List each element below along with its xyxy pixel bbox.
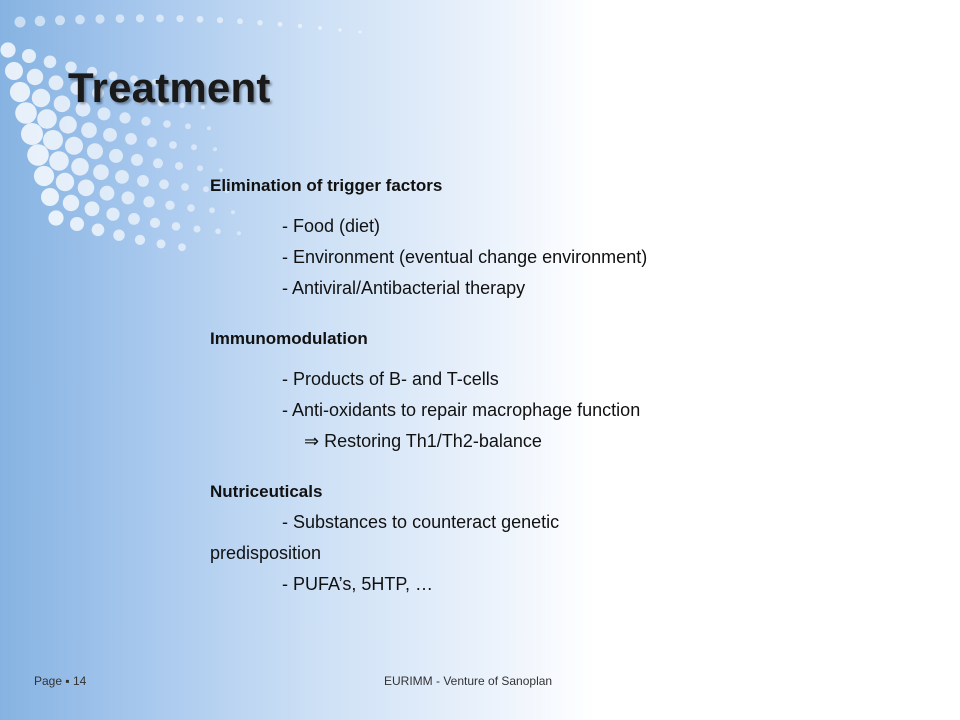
decorative-dot [85,201,100,216]
decorative-dot [768,333,779,344]
decorative-dot [789,436,799,446]
decorative-dot [34,166,54,186]
decorative-dot [59,116,77,134]
decorative-dot [35,16,46,27]
decorative-dot [931,236,945,250]
decorative-dot [890,230,903,243]
decorative-dot [298,24,302,28]
decorative-dot [895,452,909,466]
decorative-dot [176,15,183,22]
decorative-dot [113,230,124,241]
decorative-dot [882,301,899,318]
decorative-dot [187,204,195,212]
decorative-dot [78,180,95,197]
decorative-dot [37,109,57,129]
decorative-dot [21,123,43,145]
decorative-dot [207,126,211,130]
decorative-dot [147,137,157,147]
decorative-dot [800,363,813,376]
decorative-dot [163,120,171,128]
decorative-dot [172,222,181,231]
decorative-dot [125,133,137,145]
footer-text: EURIMM - Venture of Sanoplan [384,674,553,688]
decorative-dot [777,286,788,297]
decorative-dot [851,272,865,286]
list-item: - Environment (eventual change environment) [282,247,648,267]
decorative-dot [359,31,362,34]
decorative-dot [55,15,65,25]
decorative-dot [116,14,125,23]
list-subitem: ⇒ Restoring Th1/Th2-balance [304,431,542,451]
decorative-dot [141,117,150,126]
decorative-dot [150,218,160,228]
decorative-dot [203,186,209,192]
decorative-dot [803,338,816,351]
decorative-dot [191,144,197,150]
decorative-dot [15,17,26,28]
decorative-dot [807,207,817,217]
decorative-dot [71,158,89,176]
decorative-dot [257,20,262,25]
section-heading-immunomodulation: Immunomodulation [210,329,368,348]
decorative-dot [131,154,143,166]
decorative-dot [103,128,117,142]
decorative-dot [785,238,795,248]
decorative-dot [75,15,85,25]
list-item: - Products of B- and T-cells [282,369,499,389]
decorative-dot [119,112,130,123]
slide-content [210,170,770,600]
decorative-dot [869,372,886,389]
decorative-dot [115,170,129,184]
decorative-dot [860,447,873,460]
decorative-dot [49,75,64,90]
decorative-dot [812,291,825,304]
decorative-dot [237,18,243,24]
decorative-dot [32,89,50,107]
list-item: - Antiviral/Antibacterial therapy [282,278,526,298]
decorative-dot [835,368,850,383]
decorative-dot [917,237,931,251]
decorative-dot [898,427,914,443]
decorative-dot [824,441,835,452]
decorative-dot [169,141,177,149]
decorative-dot [22,49,36,63]
decorative-dot [95,14,104,23]
decorative-dot [194,226,201,233]
decorative-dot [87,143,103,159]
decorative-dot [614,154,618,158]
decorative-dot [838,343,853,358]
page-number: Page ▪ 14 [34,674,87,688]
slide-title: Treatment [68,64,271,111]
decorative-dot [70,217,84,231]
section-heading-elimination: Elimination of trigger factors [210,176,443,195]
decorative-dot [63,195,79,211]
decorative-dot [873,348,891,366]
decorative-dot [816,267,828,279]
decorative-dot [318,26,322,30]
decorative-dot [338,28,341,31]
decorative-dot [877,324,895,342]
decorative-dot [44,56,57,69]
decorative-dot [143,196,154,207]
decorative-dot [559,139,561,141]
decorative-dot [779,199,788,208]
list-item: - Anti-oxidants to repair macrophage function [282,400,641,420]
decorative-dot [135,235,145,245]
decorative-dot [92,224,105,237]
decorative-dot [5,62,23,80]
decorative-dot [213,147,217,151]
decorative-dot [904,377,923,396]
decorative-dot [901,402,919,420]
decorative-dot [137,175,149,187]
decorative-dot [153,158,163,168]
decorative-dot [15,102,37,124]
decorative-dot [863,422,878,437]
decorative-dot [807,314,820,327]
decorative-dot [217,17,223,23]
decorative-dot [842,319,857,334]
decorative-dot [49,151,69,171]
decorative-dot [197,165,203,171]
decorative-dot [796,387,808,399]
list-item-continuation: predisposition [210,543,322,563]
decorative-dot [156,15,164,23]
decorative-dot [831,392,845,406]
section-heading-nutriceuticals: Nutriceuticals [210,482,323,501]
decorative-dot [185,123,191,129]
list-item: - Substances to counteract genetic [282,512,560,532]
decorative-dot [926,259,942,275]
decorative-dot [847,296,862,311]
decorative-dot [820,243,831,254]
decorative-dot [587,147,590,150]
decorative-dot [857,472,868,483]
decorative-dot [100,186,115,201]
decorative-dot [835,215,846,226]
decorative-dot [917,306,936,325]
decorative-dot [56,173,74,191]
decorative-dot [128,213,140,225]
decorative-dot [181,183,189,191]
decorative-dot [828,417,841,430]
decorative-dot [43,130,63,150]
decorative-dot [862,222,874,234]
decorative-dot [81,122,97,138]
decorative-dot [856,249,869,262]
decorative-dot [781,262,791,272]
decorative-dot [175,162,183,170]
decorative-dot [136,14,144,22]
list-item: - Food (diet) [282,216,381,236]
decorative-dot [157,239,166,248]
decorative-dot [642,162,647,167]
decorative-dot [178,243,186,251]
decorative-dot [821,466,831,476]
decorative-dot [866,397,882,413]
decorative-dot [122,191,135,204]
decorative-dot [65,137,83,155]
decorative-dot [0,42,15,57]
decorative-dot [793,412,804,423]
decorative-dot [41,188,59,206]
decorative-dot [786,461,794,469]
decorative-dot [48,210,63,225]
decorative-dot [921,282,939,300]
decorative-dot [912,329,932,349]
decorative-dot [886,277,902,293]
decorative-dot [27,144,49,166]
decorative-dot [790,215,799,224]
decorative-dot [197,16,204,23]
decorative-dot [825,220,835,230]
decorative-dot [159,179,169,189]
decorative-dot [772,309,783,320]
decorative-dot [93,164,109,180]
decorative-dot [891,254,905,268]
decorative-dot [278,22,283,27]
decorative-dot [10,82,30,102]
decorative-dot [106,208,119,221]
list-item: - PUFA’s, 5HTP, … [282,574,434,594]
decorative-dot [165,201,174,210]
decorative-dot [109,149,123,163]
decorative-dot [908,353,928,373]
decorative-dot [27,69,43,85]
